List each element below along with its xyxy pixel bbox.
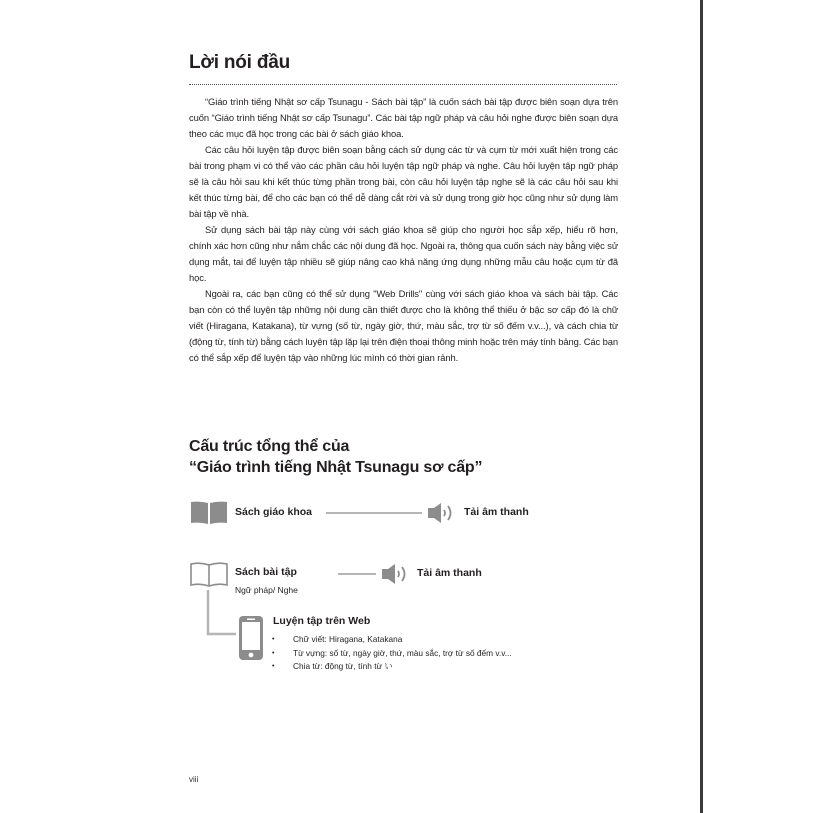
structure-title-line2: “Giáo trình tiếng Nhật Tsunagu sơ cấp” (189, 459, 483, 476)
web-practice-label: Luyện tập trên Web (273, 615, 371, 627)
preface-body (189, 94, 618, 366)
book-filled-icon (190, 501, 228, 530)
structure-title-line1: Cấu trúc tổng thể của (189, 438, 350, 455)
textbook-label: Sách giáo khoa (235, 506, 313, 518)
speaker-icon (427, 502, 457, 529)
textbook-audio-label: Tải âm thanh (464, 506, 529, 518)
list-item: • Từ vựng: số từ, ngày giờ, thứ, màu sắc, trợ từ số đếm v.v... (272, 647, 512, 661)
connector-line (338, 573, 376, 575)
workbook-audio-label: Tải âm thanh (417, 567, 482, 579)
preface-paragraph: “Giáo trình tiếng Nhật sơ cấp Tsunagu - Sách bài tập” là cuốn sách bài tập được biên soạn dựa trên cuốn “Giáo trình tiếng Nhật sơ cấp Tsunagu”. Các bài tập ngữ pháp và câu hỏi nghe được biên soạn dựa theo các mục đã học trong các bài ở sách giáo khoa. (189, 96, 618, 139)
connector-line (326, 512, 422, 514)
workbook-sublabel: Ngữ pháp/ Nghe (235, 585, 298, 595)
dotted-divider (189, 84, 617, 85)
book-outline-icon (190, 562, 228, 593)
preface-paragraph: Sử dụng sách bài tập này cùng với sách giáo khoa sẽ giúp cho người học sắp xếp, hiểu rõ hơn, chính xác hơn cũng như nắm chắc các nội dung đã học. Ngoài ra, thông qua cuốn sách này bằng việc sử dụng mắt, tai để luyện tập nhiều sẽ giúp nâng cao khả năng ứng dụng những mẫu câu hoặc cụm từ đã học. (189, 224, 618, 283)
page-edge (700, 0, 703, 813)
smartphone-icon (238, 615, 264, 666)
workbook-label: Sách bài tập (235, 566, 297, 578)
preface-paragraph: Các câu hỏi luyện tập được biên soạn bằng cách sử dụng các từ và cụm từ mới xuất hiện trong các bài trong phạm vi có thể vào các phần câu hỏi luyện tập ngữ pháp và nghe. Câu hỏi luyện tập ngữ pháp sẽ là câu hỏi sau khi kết thúc từng phần trong bài, còn câu hỏi luyện tập nghe sẽ là các câu hỏi sau khi kết thúc từng bài, để cho các bạn có thể dễ dàng cắt rời và sử dụng trong giờ học cũng như sử dụng làm bài tập về nhà. (189, 144, 618, 219)
web-practice-list (272, 633, 512, 674)
tree-connector (206, 590, 236, 645)
structure-title (189, 436, 482, 478)
list-item: • Chia từ: động từ, tính từ い (272, 660, 512, 674)
preface-paragraph: Ngoài ra, các bạn cũng có thể sử dụng "Web Drills" cùng với sách giáo khoa và sách bài tập. Các bạn còn có thể luyện tập những nội dung cần thiết được cho là không thể thiếu ở bậc sơ cấp đó là chữ viết (Hiragana, Katakana), từ vựng (số từ, ngày giờ, thứ, màu sắc, trợ từ số đếm v.v...), và cách chia từ (động từ, tính từ) bằng cách luyện tập lặp lại trên điện thoại thông minh hoặc trên máy tính bảng. Các bạn có thể sắp xếp để luyện tập vào những lúc mình có thời gian rảnh. (189, 288, 618, 363)
speaker-icon (381, 563, 411, 590)
preface-title: Lời nói đầu (189, 52, 291, 73)
list-item: • Chữ viết: Hiragana, Katakana (272, 633, 512, 647)
page-number: viii (189, 775, 199, 784)
